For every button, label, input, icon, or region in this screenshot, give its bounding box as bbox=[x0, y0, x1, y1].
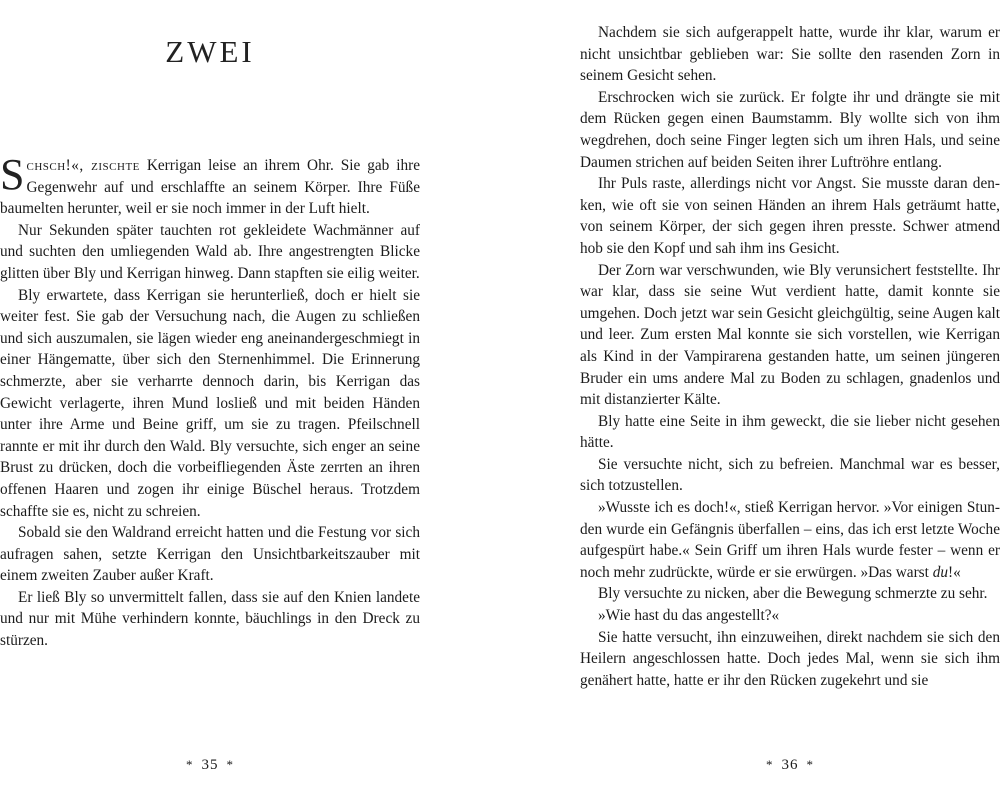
folio-ornament-icon: * bbox=[186, 757, 194, 772]
paragraph: Sie versuchte nicht, sich zu befreien. Manchmal war es besser, sich totzustellen. bbox=[580, 455, 1000, 495]
folio-ornament-icon: * bbox=[806, 757, 814, 772]
dialogue-text: »Wusste ich es doch!«, stieß Kerrigan hervor. »Vor einigen Stunden wurde ein Gefängnis überfallen – eins, das ich erst letzte Woche aufgespürt habe.« Sein Griff um ihren Hals wurde fester – wenn er noch mehr zudrückte, würde er sie erwürgen. »Das warst bbox=[580, 499, 1000, 581]
left-page-text bbox=[0, 150, 420, 652]
paragraph: Ihr Puls raste, allerdings nicht vor Angst. Sie musste daran denken, wie oft sie von seinen Händen an ihrem Hals geträumt hatte, von seinem Körper, der sich gegen ihren presste. Schwer atmend hob sie den Kopf und sah ihm ins Gesicht. bbox=[580, 175, 1000, 257]
opening-paragraph bbox=[0, 150, 420, 220]
paragraph: Bly versuchte zu nicken, aber die Bewegung schmerzte zu sehr. bbox=[598, 585, 988, 603]
right-page-text bbox=[580, 22, 1000, 691]
paragraph: Sie hatte versucht, ihn einzuweihen, direkt nachdem sie sich den Heilern angeschlossen hatte. Doch jedes Mal, wenn sie sich ihm genähert hatte, hatte er ihr den Rücken zugekehrt und sie bbox=[580, 628, 1000, 689]
paragraph: Bly erwartete, dass Kerrigan sie herunterließ, doch er hielt sie weiter fest. Sie gab der Versuchung nach, die Augen zu schließen und sich auszumalen, sie lägen wieder eng aneinandergeschmiegt in einer Hängematte, über sich den Sternenhimmel. Die Erinnerung schmerzte, aber sie verharrte dennoch darin, bis Kerrigan das Gewicht verlagerte, ihren Mund losließ und mit beiden Händen unter ihre Arme und Beine griff, um sie zu tragen. Pfeilschnell rannte er mit ihr durch den Wald. Bly versuchte, sich enger an seine Brust zu drücken, doch die vorbeifliegenden Äste zerrten an ihren offenen Haaren und zogen ihr einige Büschel heraus. Trotzdem schaffte sie es, nicht zu schreien. bbox=[0, 286, 420, 520]
page-number-right bbox=[580, 757, 1000, 774]
chapter-title: ZWEI bbox=[165, 34, 255, 69]
dialogue-paragraph bbox=[580, 497, 1000, 583]
paragraph: Der Zorn war verschwunden, wie Bly verunsichert feststellte. Ihr war klar, dass sie seine Wut verdient hatte, damit konnte sie umgehen. Doch jetzt war sein Gesicht gleichgültig, seine Augen kalt und leer. Zum ersten Mal konnte sie sich vorstellen, wie Kerrigan als Kind in der Vampirarena gestanden hatte, um seinen jüngeren Bruder ein ums andere Mal zu Boden zu schlagen, gnadenlos und mit distanzierter Kälte. bbox=[580, 261, 1000, 409]
dialogue-text: !« bbox=[948, 563, 961, 581]
paragraph: Er ließ Bly so unvermittelt fallen, dass sie auf den Knien landete und nur mit Mühe verhindern konnte, bäuchlings in den Dreck zu stürzen. bbox=[0, 588, 420, 650]
folio-ornament-icon: * bbox=[766, 757, 774, 772]
folio-ornament-icon: * bbox=[226, 757, 234, 772]
opening-small-caps: chsch!«, zischte bbox=[26, 157, 140, 174]
paragraph: Nur Sekunden später tauchten rot gekleidete Wachmänner auf und suchten den umliegenden Wald ab. Ihre angestrengten Blicke glitten über Bly und Kerrigan hinweg. Dann stapften sie eilig weiter. bbox=[0, 221, 420, 282]
left-page bbox=[0, 0, 420, 800]
emphasis-text: du bbox=[932, 563, 948, 581]
right-page bbox=[580, 0, 1000, 800]
paragraph: Bly hatte eine Seite in ihm geweckt, die sie lieber nicht gesehen hätte. bbox=[580, 412, 1000, 452]
page-number: 35 bbox=[201, 757, 219, 773]
opening-text: Kerrigan leise an ihrem Ohr. Sie gab ihre Gegenwehr auf und erschlaffte an seinem Körper. Ihre Füße baumelten herunter, weil er sie noch immer in der Luft hielt. bbox=[0, 157, 420, 218]
drop-cap: S bbox=[0, 150, 25, 199]
page-number-left bbox=[0, 757, 420, 774]
paragraph: Erschrocken wich sie zurück. Er folgte ihr und drängte sie mit dem Rücken gegen einen Baumstamm. Bly wollte sich von ihm wegdrehen, doch seine Finger legten sich um ihren Hals, und seine Daumen strichen auf beiden Seiten ihrer Luftröhre entlang. bbox=[580, 88, 1000, 171]
paragraph: Sobald sie den Waldrand erreicht hatten und die Festung vor sich aufragen sahen, setzte Kerrigan den Unsichtbarkeitszauber mit einem zweiten Zauber außer Kraft. bbox=[0, 524, 420, 585]
paragraph: Nachdem sie sich aufgerappelt hatte, wurde ihr klar, warum er nicht unsichtbar geblieben war: Sie sollte den rasenden Zorn in seinem Gesicht sehen. bbox=[580, 24, 1000, 85]
paragraph: »Wie hast du das angestellt?« bbox=[598, 607, 780, 625]
page-number: 36 bbox=[781, 757, 799, 773]
